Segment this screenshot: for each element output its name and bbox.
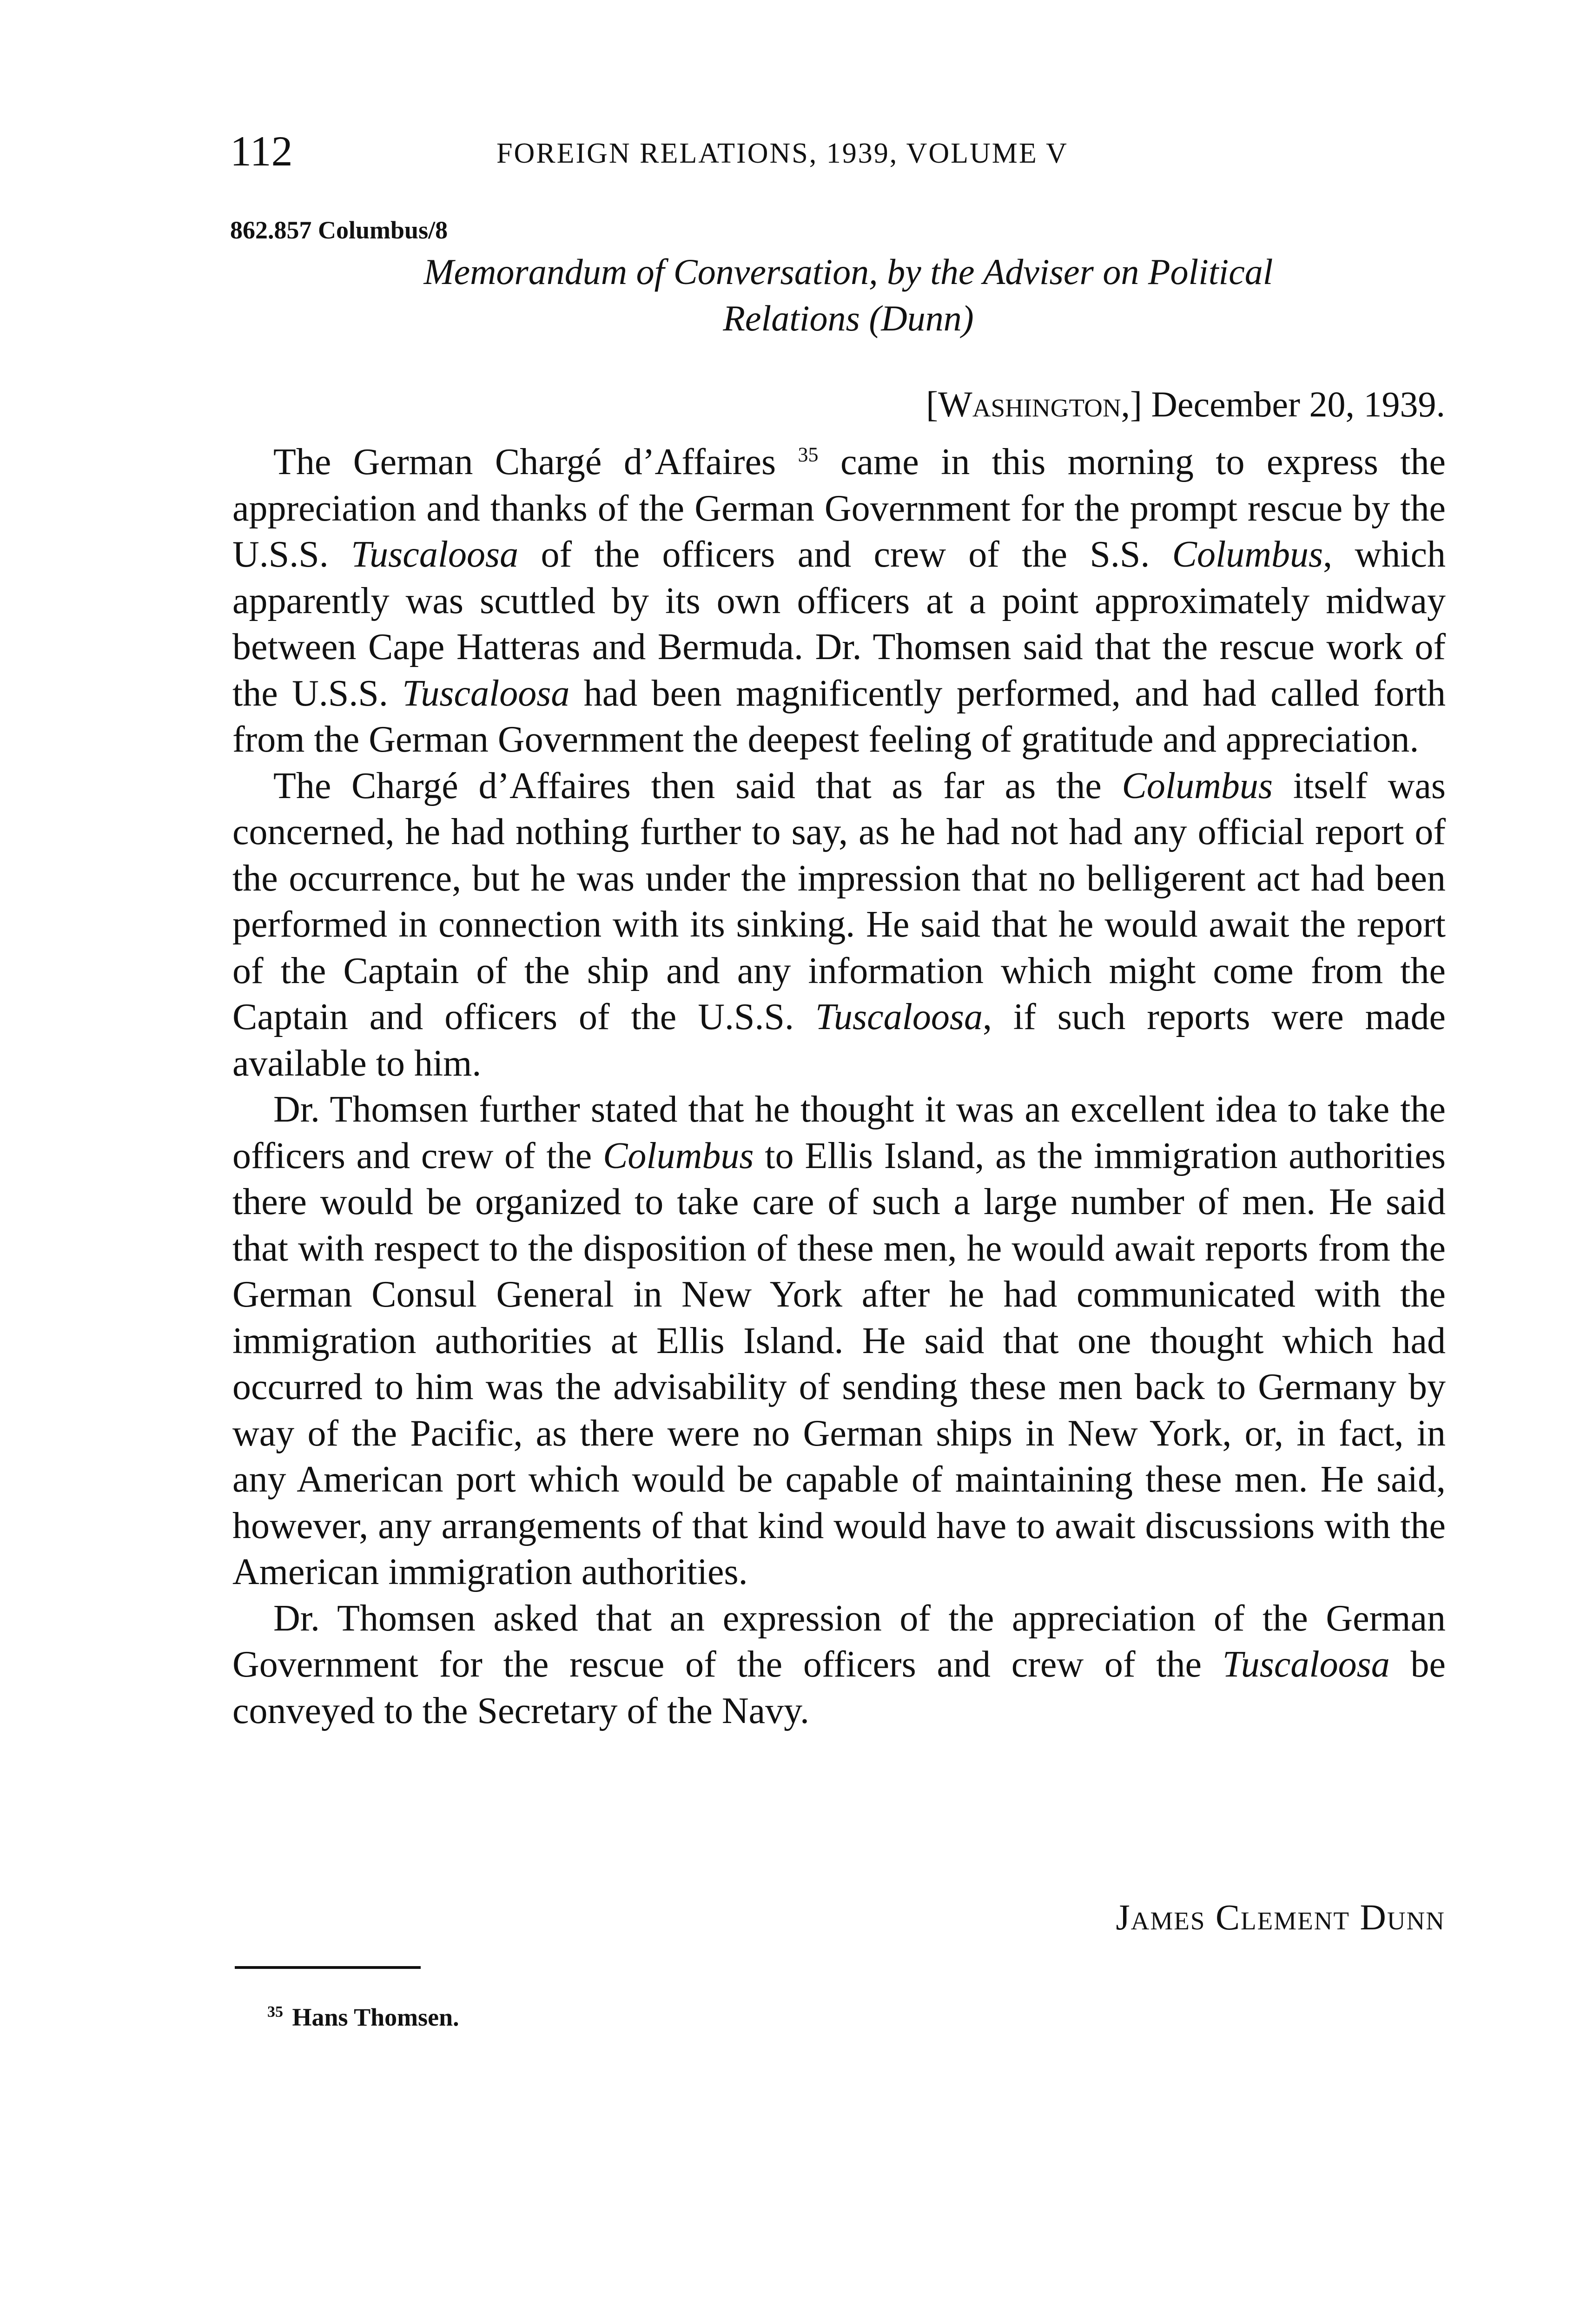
document-title-line-2: Relations (Dunn) <box>723 298 974 338</box>
italic-text: Columbus <box>1122 765 1273 806</box>
italic-text: Tuscaloosa <box>351 534 519 575</box>
dateline <box>926 381 1445 428</box>
footnote-text: Hans Thomsen. <box>292 2003 459 2031</box>
paragraph: Dr. Thomsen asked that an expression of the appreciation of the German Government for the rescue of the officers and crew of the Tuscaloosa be conveyed to the Secretary of the Navy. <box>232 1598 1446 1731</box>
footnote-number: 35 <box>267 2003 283 2020</box>
dateline-date: December 20, 1939. <box>1151 384 1445 424</box>
page-number: 112 <box>230 127 293 175</box>
file-reference: 862.857 Columbus/8 <box>230 216 448 244</box>
paragraph: The Chargé d’Affaires then said that as far as the Columbus itself was concerned, he had nothing further to say, as he had not had any official report of the occurrence, but he was under the impression that no belligerent act had been performed in connection with its sinking. He said that he would await the report of the Captain of the ship and any information which might come from the Captain and officers of the U.S.S. Tuscaloosa, if such reports were made available to him. <box>232 765 1446 1084</box>
italic-text: Columbus <box>603 1135 754 1176</box>
footnote-reference: 35 <box>798 443 819 466</box>
dateline-place: [Washington,] <box>926 384 1143 424</box>
italic-text: Tuscaloosa <box>402 673 570 714</box>
paragraph: The German Chargé d’Affaires $^{35}$ came in this morning to express the appreciation and thanks of the German Government for the prompt rescue by the U.S.S. Tuscaloosa of the officers and crew of the S.S. Columbus, which apparently was scuttled by its own officers at a point approximately midway between Cape Hatteras and Bermuda. Dr. Thomsen said that the rescue work of the U.S.S. Tuscaloosa had been magnificently performed, and had called forth from the German Government the deepest feeling of gratitude and appreciation. <box>232 442 1446 760</box>
paragraph: Dr. Thomsen further stated that he thought it was an excellent idea to take the officers and crew of the Columbus to Ellis Island, as the immigration authorities there would be organized to take care of such a large number of men. He said that with respect to the disposition of these men, he would await reports from the German Consul General in New York after he had communicated with the immigration authorities at Ellis Island. He said that one thought which had occurred to him was the advisability of sending these men back to Germany by way of the Pacific, as there were no German ships in New York, or, in fact, in any American port which would be capable of maintaining these men. He said, however, any arrangements of that kind would have to await discussions with the American immigration authorities. <box>232 1089 1446 1592</box>
running-header <box>230 125 1439 177</box>
signature: James Clement Dunn <box>1116 1897 1445 1937</box>
document-title-line-1: Memorandum of Conversation, by the Adviser on Political <box>423 251 1273 292</box>
document-title <box>279 249 1418 342</box>
running-title: FOREIGN RELATIONS, 1939, VOLUME V <box>496 138 1068 169</box>
footnote-divider <box>235 1966 421 1969</box>
footnote <box>267 1999 459 2036</box>
italic-text: Tuscaloosa <box>1222 1644 1390 1685</box>
italic-text: Tuscaloosa <box>815 997 983 1037</box>
memorandum-body <box>232 439 1446 1734</box>
italic-text: Columbus <box>1172 534 1323 575</box>
